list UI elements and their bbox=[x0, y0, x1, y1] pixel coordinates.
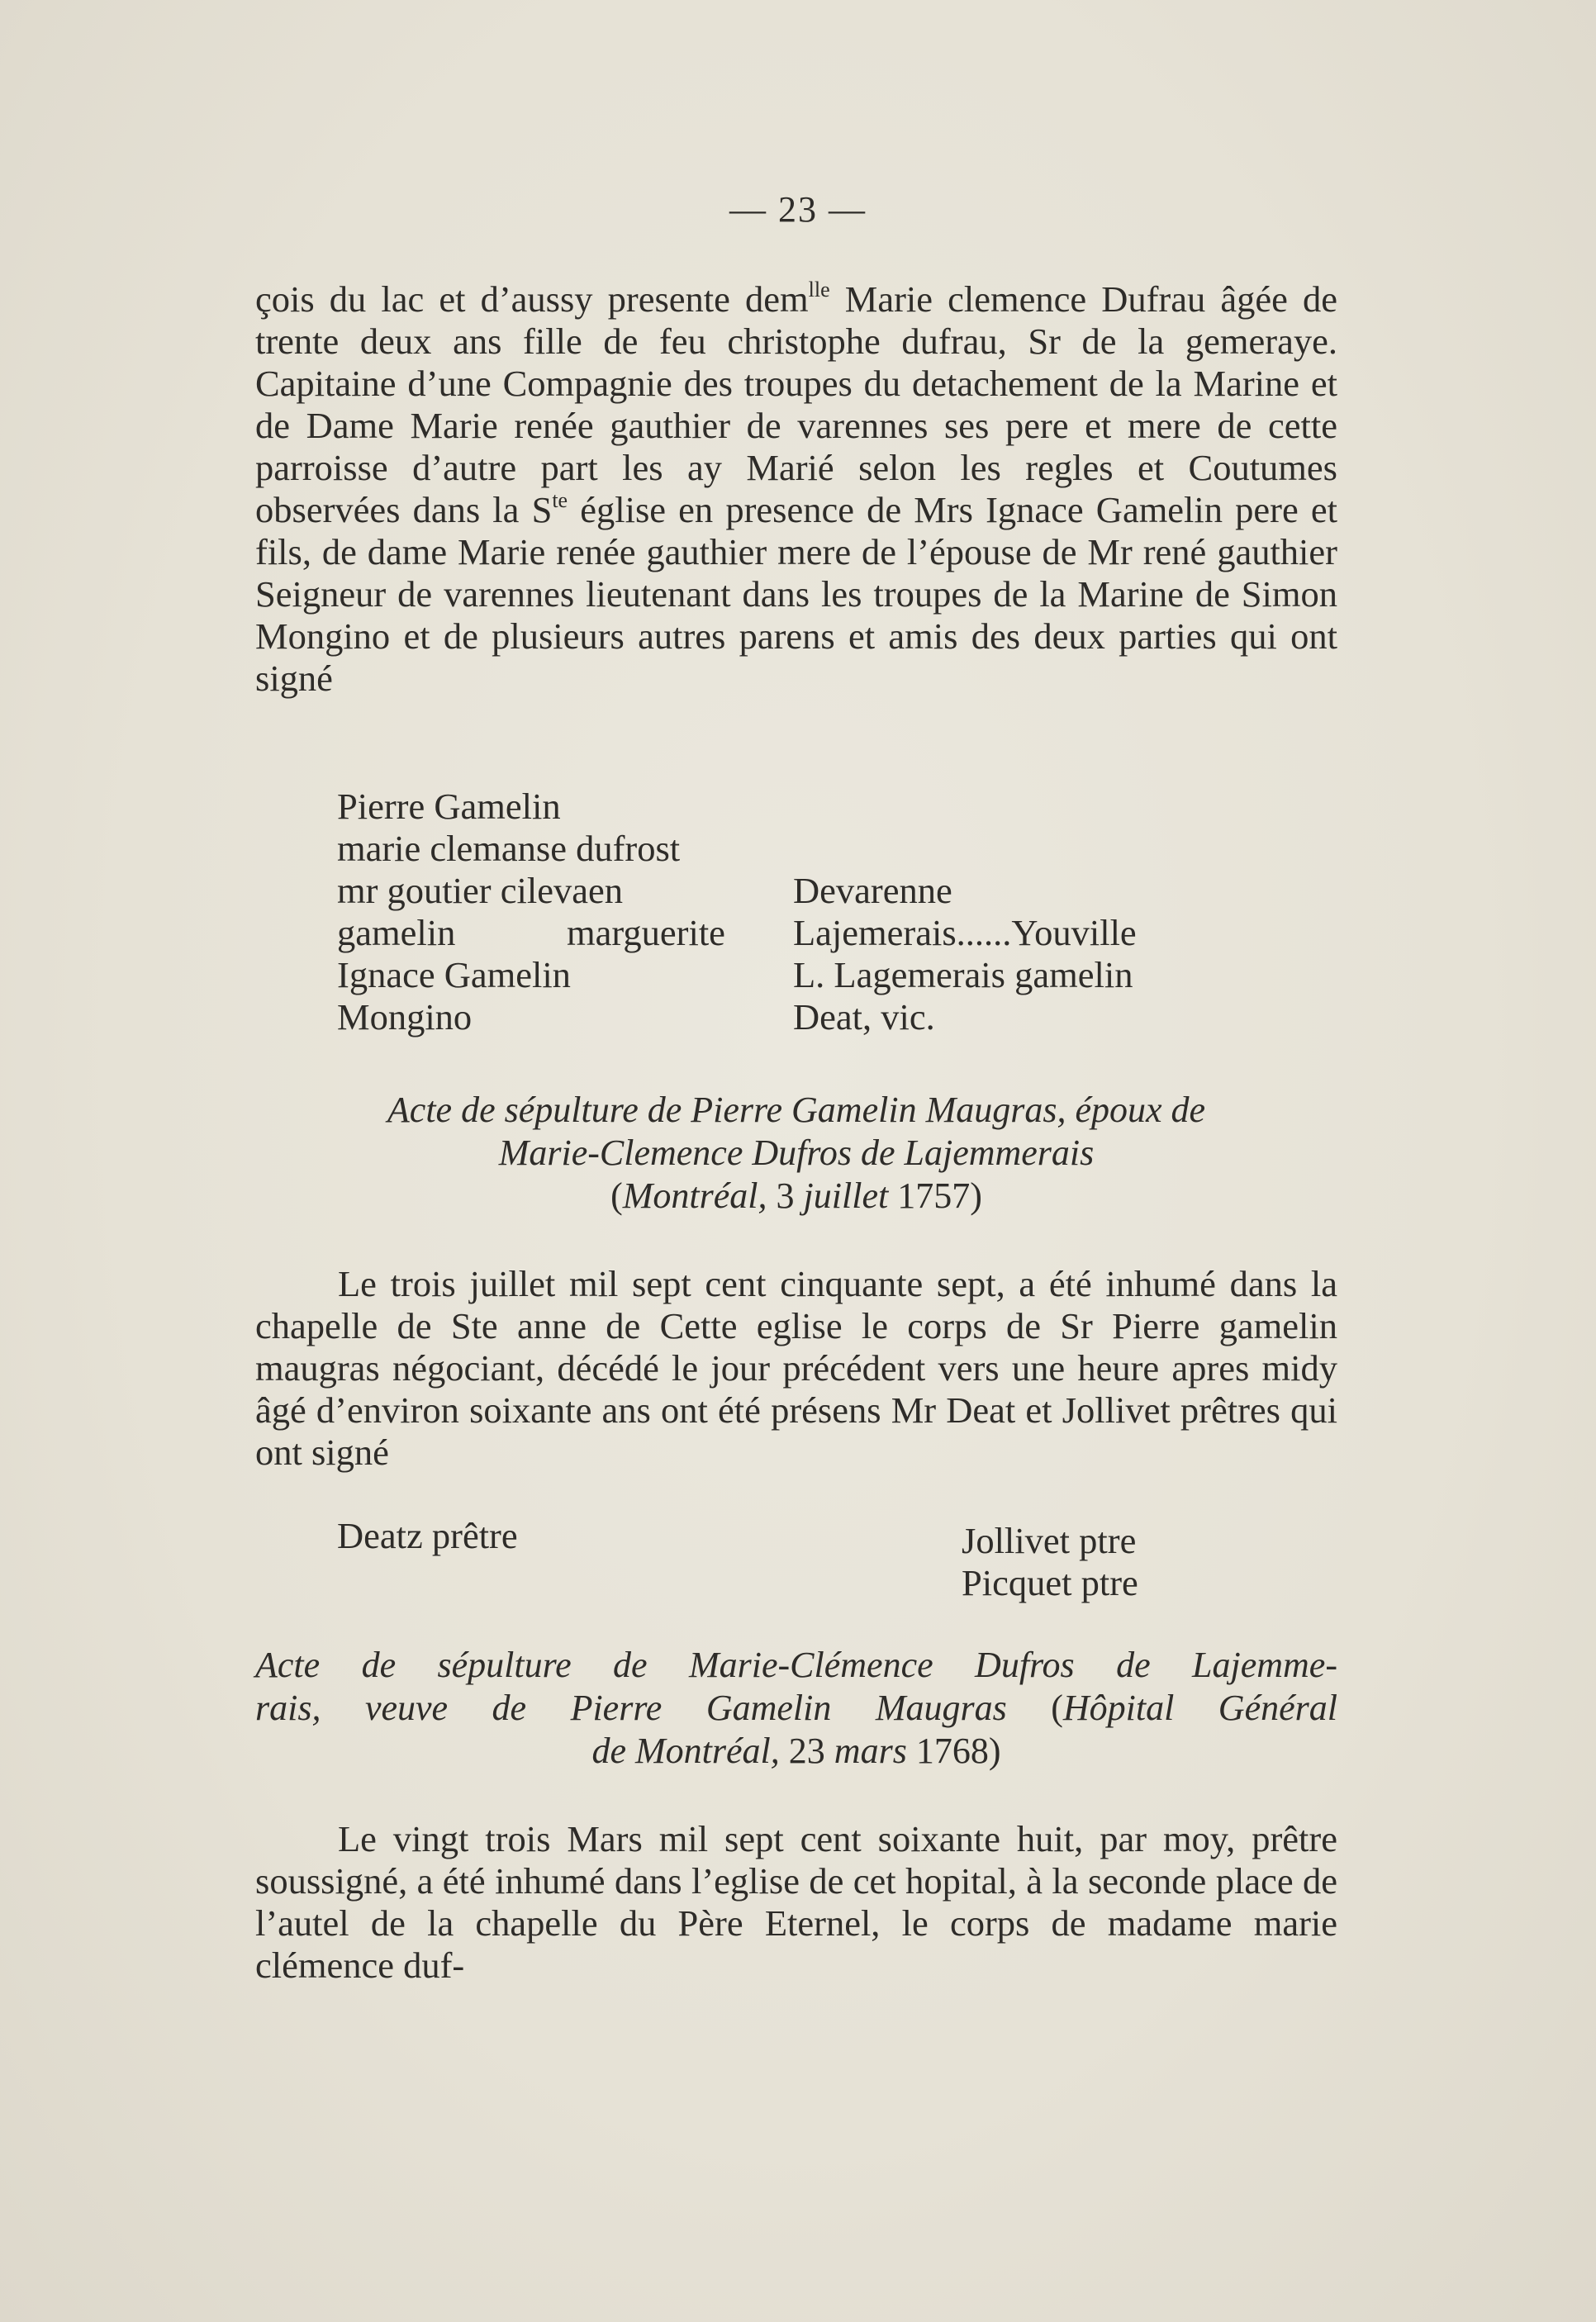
heading-line bbox=[255, 1175, 1337, 1218]
signature: L. Lagemerais gamelin bbox=[793, 954, 1133, 995]
heading-line: Marie-Clemence Dufros de Lajemmerais bbox=[498, 1133, 1095, 1173]
heading-line bbox=[255, 1687, 1337, 1730]
signature: mr goutier cilevaen bbox=[337, 870, 623, 911]
marriage-record-paragraph bbox=[255, 278, 1337, 700]
signature: Jollivet ptre bbox=[962, 1520, 1137, 1561]
paragraph-text: Marie clemence Dufrau âgée de trente deux ans fille de feu christophe dufrau, Sr de la gemeraye. Capitaine d’une Compagnie des troupes du detachement de la Marine et de Dame Marie renée gauthier de varennes ses pere et mere de cette parroisse d’autre part les ay Marié selon les regles et Coutumes observées dans la S bbox=[255, 278, 1337, 530]
signature: Lajemerais......Youville bbox=[793, 912, 1137, 953]
signature: Mongino bbox=[337, 996, 473, 1038]
heading-place: Hôpital Général bbox=[1062, 1688, 1337, 1728]
signature: Deat, vic. bbox=[793, 996, 935, 1038]
paragraph-text: çois du lac et d’aussy presente dem bbox=[255, 278, 809, 320]
heading-place: de Montréal, bbox=[591, 1731, 780, 1771]
heading-day: 3 bbox=[767, 1175, 804, 1216]
signature: gamelin bbox=[337, 912, 456, 953]
heading-day: 23 bbox=[779, 1731, 834, 1771]
signature: Deatz prêtre bbox=[337, 1515, 518, 1556]
burial-record-paragraph: Le trois juillet mil sept cent cinquante sept, a été inhumé dans la chapelle de Ste anne de Cette eglise le corps de Sr Pierre gamelin maugras négociant, décédé le jour précédent vers une heure apres midy âgé d’environ soixante ans ont été présens Mr Deat et Jollivet prêtres qui ont signé bbox=[255, 1263, 1337, 1473]
heading-line: Acte de sépulture de Pierre Gamelin Maugras, époux de bbox=[387, 1090, 1206, 1130]
signature: Picquet ptre bbox=[962, 1562, 1138, 1603]
heading-year: 1757) bbox=[888, 1175, 982, 1216]
heading-line: Acte de sépulture de Marie-Clémence Dufros de Lajemme- bbox=[255, 1645, 1337, 1685]
superscript-abbreviation: te bbox=[552, 488, 568, 512]
superscript-abbreviation: lle bbox=[808, 278, 830, 302]
heading-month: mars bbox=[834, 1731, 907, 1771]
heading-line bbox=[255, 1730, 1337, 1773]
heading-month: juillet bbox=[803, 1175, 889, 1216]
signature: marie clemanse dufrost bbox=[337, 828, 681, 869]
signature: Pierre Gamelin bbox=[337, 786, 561, 827]
heading-paren: ( bbox=[610, 1175, 623, 1216]
paragraph-text: église en presence de Mrs Ignace Gamelin pere et fils, de dame Marie renée gauthier mere de l’épouse de Mr rené gauthier Seigneur de varennes lieutenant dans les troupes de la Marine de Simon Mongino et de plusieurs autres parens et amis des deux parties qui ont signé bbox=[255, 489, 1338, 699]
signature: Ignace Gamelin bbox=[337, 954, 571, 995]
heading-year: 1768) bbox=[906, 1731, 1001, 1771]
signature: marguerite bbox=[567, 912, 725, 953]
burial-record-heading bbox=[255, 1089, 1337, 1218]
burial-record-paragraph: Le vingt trois Mars mil sept cent soixante huit, par moy, prêtre soussigné, a été inhumé dans l’eglise de cet hopital, à la seconde place de l’autel de la chapelle du Père Eternel, le corps de madame marie clémence duf- bbox=[255, 1818, 1337, 1986]
heading-paren: ( bbox=[1051, 1688, 1063, 1728]
heading-place: Montréal, bbox=[622, 1175, 767, 1216]
heading-text: rais, veuve de Pierre Gamelin Maugras bbox=[255, 1688, 1052, 1728]
burial-record-heading bbox=[255, 1644, 1337, 1773]
signature: Devarenne bbox=[793, 870, 952, 911]
page-number: — 23 — bbox=[729, 189, 867, 230]
